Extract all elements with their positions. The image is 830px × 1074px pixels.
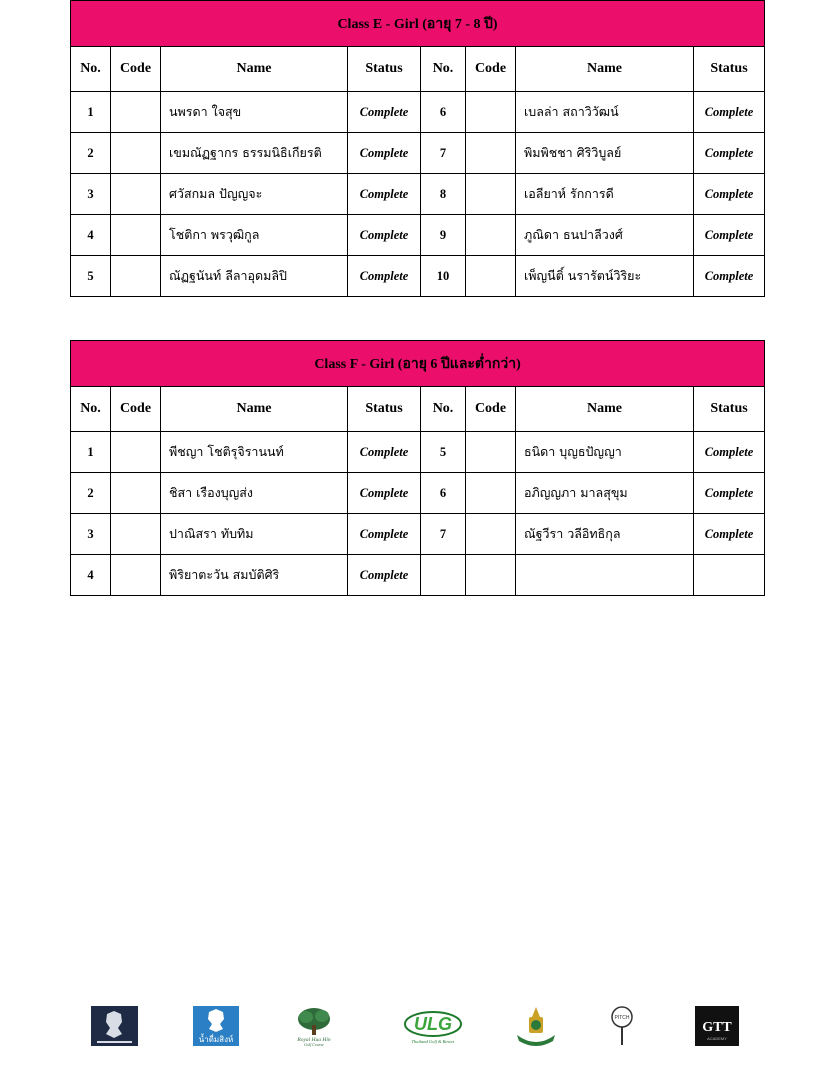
row-code bbox=[111, 174, 161, 215]
row-name: นพรดา ใจสุข bbox=[161, 92, 348, 133]
pitch-logo bbox=[608, 1005, 636, 1047]
row-name: พิริยาตะวัน สมบัติศิริ bbox=[161, 555, 348, 596]
thai-golf-association-logo bbox=[513, 1005, 559, 1047]
row-status-2: Complete bbox=[694, 514, 765, 555]
class-e-title: Class E - Girl (อายุ 7 - 8 ปี) bbox=[71, 1, 765, 47]
row-status-2: Complete bbox=[694, 432, 765, 473]
col-code-2: Code bbox=[466, 387, 516, 432]
col-no-2: No. bbox=[421, 387, 466, 432]
row-no: 1 bbox=[71, 92, 111, 133]
row-code-2 bbox=[466, 256, 516, 297]
row-no: 3 bbox=[71, 514, 111, 555]
table-row bbox=[71, 256, 765, 297]
row-status-2: Complete bbox=[694, 215, 765, 256]
row-code bbox=[111, 555, 161, 596]
royal-hua-hin-logo bbox=[294, 1005, 334, 1047]
row-status-2: Complete bbox=[694, 92, 765, 133]
row-status: Complete bbox=[348, 215, 421, 256]
gtt-logo bbox=[695, 1005, 739, 1047]
row-name: ณัฏฐนันท์ ลีลาอุดมลิปิ bbox=[161, 256, 348, 297]
row-name: โชติกา พรวุฒิกูล bbox=[161, 215, 348, 256]
row-no-2: 5 bbox=[421, 432, 466, 473]
gtt-sub: ACADEMY bbox=[707, 1036, 727, 1041]
row-code-2 bbox=[466, 473, 516, 514]
row-status: Complete bbox=[348, 555, 421, 596]
row-name-2: เอลียาห์ รักการดี bbox=[516, 174, 694, 215]
singha-corporation-logo bbox=[91, 1005, 138, 1047]
row-name-2 bbox=[516, 555, 694, 596]
row-name-2: ณัฐวีรา วลีอิทธิกุล bbox=[516, 514, 694, 555]
class-f-header-row bbox=[71, 387, 765, 432]
row-no-2: 7 bbox=[421, 133, 466, 174]
row-no-2: 8 bbox=[421, 174, 466, 215]
table-row bbox=[71, 432, 765, 473]
row-name-2: อภิญญภา มาลสุขุม bbox=[516, 473, 694, 514]
col-no: No. bbox=[71, 47, 111, 92]
ulg-logo bbox=[404, 1005, 462, 1047]
class-f-table bbox=[70, 340, 765, 596]
row-name: ปาณิสรา ทับทิม bbox=[161, 514, 348, 555]
row-status: Complete bbox=[348, 256, 421, 297]
col-name: Name bbox=[161, 387, 348, 432]
class-e-header-row bbox=[71, 47, 765, 92]
row-code bbox=[111, 256, 161, 297]
row-status: Complete bbox=[348, 514, 421, 555]
col-code-2: Code bbox=[466, 47, 516, 92]
row-name-2: ธนิดา บุญธปัญญา bbox=[516, 432, 694, 473]
row-name-2: เพ็ญนีติ์ นรารัตน์วิริยะ bbox=[516, 256, 694, 297]
row-no-2: 6 bbox=[421, 92, 466, 133]
table-row bbox=[71, 133, 765, 174]
row-name: ชิสา เรืองบุญส่ง bbox=[161, 473, 348, 514]
row-status-2: Complete bbox=[694, 133, 765, 174]
row-status-2 bbox=[694, 555, 765, 596]
row-no-2 bbox=[421, 555, 466, 596]
row-name: ศวัสกมล ปัญญจะ bbox=[161, 174, 348, 215]
row-code bbox=[111, 92, 161, 133]
col-name-2: Name bbox=[516, 387, 694, 432]
col-name: Name bbox=[161, 47, 348, 92]
row-no: 2 bbox=[71, 133, 111, 174]
class-f-title: Class F - Girl (อายุ 6 ปีและต่ำกว่า) bbox=[71, 341, 765, 387]
table-row bbox=[71, 473, 765, 514]
royal-hua-hin-text: Royal Hua Hin bbox=[297, 1037, 331, 1043]
row-code-2 bbox=[466, 432, 516, 473]
ulg-text: ULG bbox=[414, 1014, 452, 1034]
row-name-2: เบลล่า สถาวิวัฒน์ bbox=[516, 92, 694, 133]
row-code-2 bbox=[466, 92, 516, 133]
col-status-2: Status bbox=[694, 47, 765, 92]
table-row bbox=[71, 92, 765, 133]
row-status: Complete bbox=[348, 133, 421, 174]
col-no-2: No. bbox=[421, 47, 466, 92]
col-name-2: Name bbox=[516, 47, 694, 92]
table-row bbox=[71, 514, 765, 555]
row-name: เขมณัฏฐากร ธรรมนิธิเกียรติ bbox=[161, 133, 348, 174]
row-no-2: 9 bbox=[421, 215, 466, 256]
row-status-2: Complete bbox=[694, 256, 765, 297]
row-no-2: 10 bbox=[421, 256, 466, 297]
row-no: 1 bbox=[71, 432, 111, 473]
col-status: Status bbox=[348, 387, 421, 432]
row-code-2 bbox=[466, 555, 516, 596]
row-status-2: Complete bbox=[694, 473, 765, 514]
class-e-table bbox=[70, 0, 765, 297]
row-no: 5 bbox=[71, 256, 111, 297]
col-code: Code bbox=[111, 387, 161, 432]
row-no: 2 bbox=[71, 473, 111, 514]
row-status: Complete bbox=[348, 92, 421, 133]
row-name: พีชญา โชติรุจิรานนท์ bbox=[161, 432, 348, 473]
gtt-text: GTT bbox=[702, 1020, 732, 1035]
row-status: Complete bbox=[348, 473, 421, 514]
row-no: 4 bbox=[71, 555, 111, 596]
row-status-2: Complete bbox=[694, 174, 765, 215]
namdhim-singha-logo bbox=[193, 1005, 239, 1047]
row-code-2 bbox=[466, 133, 516, 174]
row-no: 4 bbox=[71, 215, 111, 256]
row-status: Complete bbox=[348, 174, 421, 215]
row-code bbox=[111, 514, 161, 555]
row-code bbox=[111, 432, 161, 473]
pitch-text: PITCH bbox=[614, 1015, 630, 1021]
row-name-2: ภูณิดา ธนปาลีวงศ์ bbox=[516, 215, 694, 256]
col-status: Status bbox=[348, 47, 421, 92]
row-code bbox=[111, 133, 161, 174]
royal-hua-hin-sub: Golf Course bbox=[304, 1042, 324, 1047]
row-code bbox=[111, 473, 161, 514]
col-status-2: Status bbox=[694, 387, 765, 432]
row-name-2: พิมพิชชา ศิริวิบูลย์ bbox=[516, 133, 694, 174]
table-row bbox=[71, 555, 765, 596]
row-code-2 bbox=[466, 215, 516, 256]
col-code: Code bbox=[111, 47, 161, 92]
row-status: Complete bbox=[348, 432, 421, 473]
row-code bbox=[111, 215, 161, 256]
table-row bbox=[71, 215, 765, 256]
row-code-2 bbox=[466, 514, 516, 555]
row-code-2 bbox=[466, 174, 516, 215]
ulg-sub: Thailand Golf & Resort bbox=[411, 1039, 455, 1044]
row-no-2: 6 bbox=[421, 473, 466, 514]
row-no-2: 7 bbox=[421, 514, 466, 555]
col-no: No. bbox=[71, 387, 111, 432]
table-row bbox=[71, 174, 765, 215]
sponsor-logos bbox=[0, 1005, 830, 1051]
namdhim-singha-text: น้ำดื่มสิงห์ bbox=[198, 1035, 234, 1044]
row-no: 3 bbox=[71, 174, 111, 215]
